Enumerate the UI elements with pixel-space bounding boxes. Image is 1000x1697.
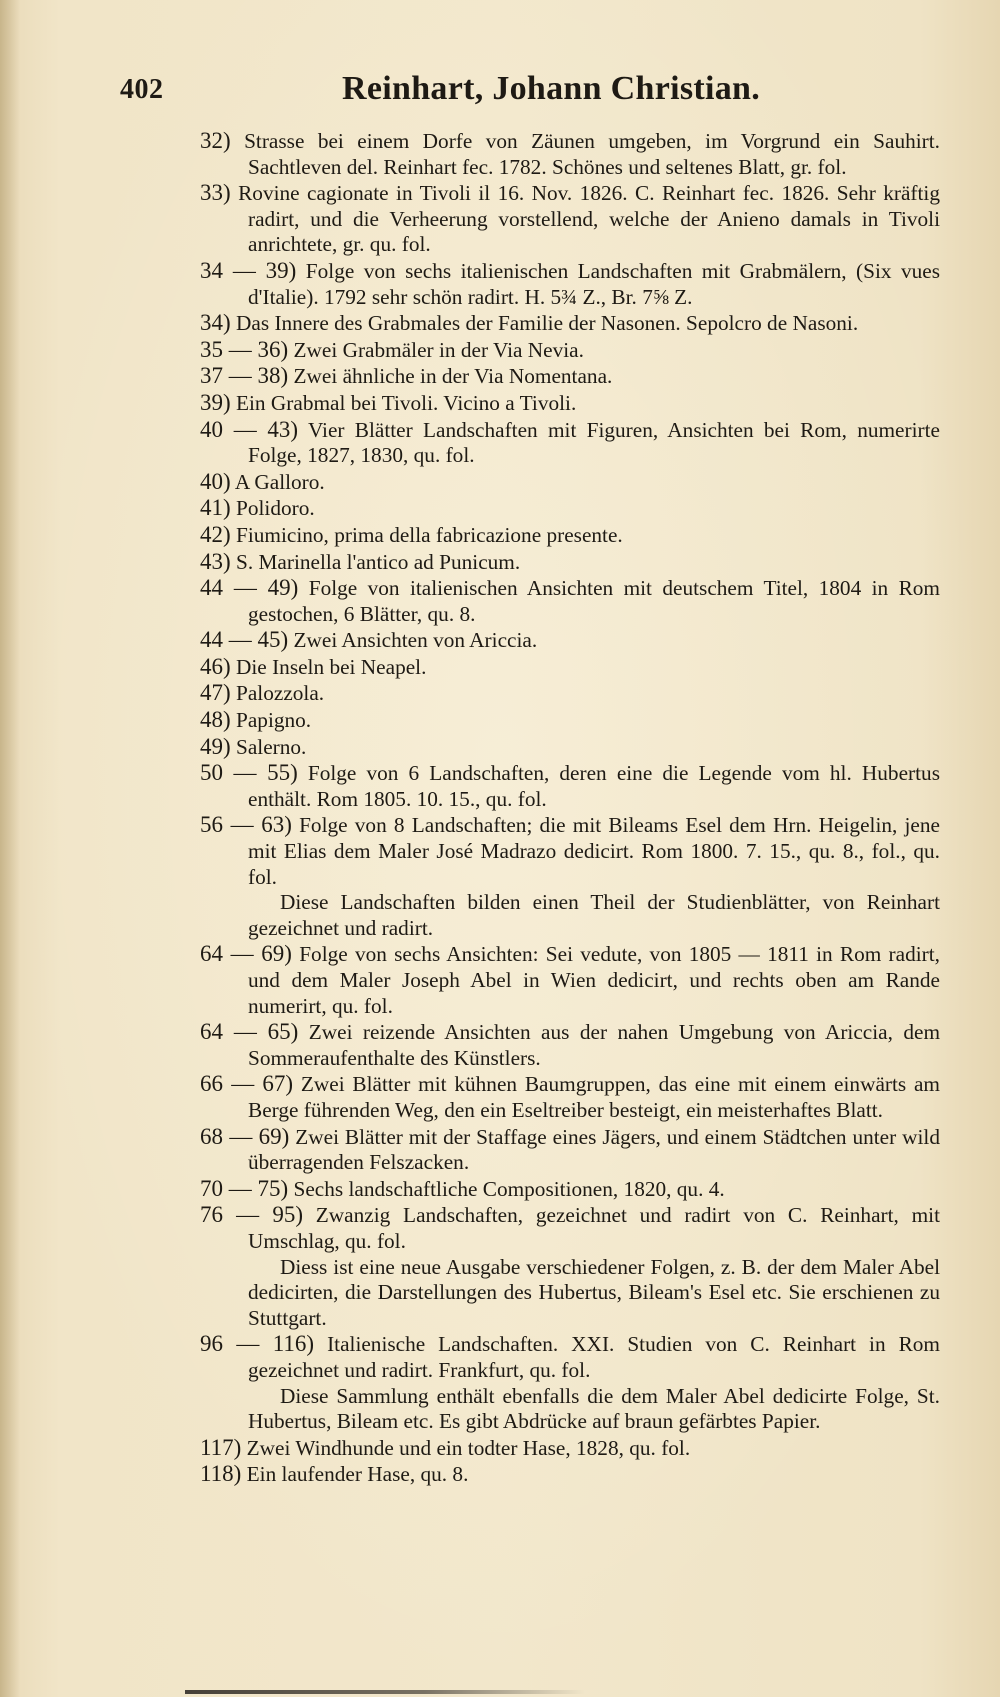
catalogue-entry: [200, 363, 940, 390]
entry-text: Rovine cagionate in Tivoli il 16. Nov. 1826. C. Reinhart fec. 1826. Sehr kräftig radirt, und die Verheerung vorstellend, welche der Anieno damals in Tivoli anrichtete, gr. qu. fol.: [238, 181, 940, 257]
catalogue-entries: [200, 128, 940, 1488]
catalogue-entry: [200, 812, 940, 890]
entry-text: Papigno.: [236, 708, 312, 733]
entry-text: Zwei Blätter mit kühnen Baumgruppen, das eine mit einem einwärts am Berge führenden Weg, den ein Eseltreiber besteigt, ein meisterhaftes Blatt.: [248, 1072, 940, 1122]
catalogue-entry: [200, 390, 940, 417]
catalogue-entry: [200, 1176, 940, 1203]
catalogue-entry: [200, 128, 940, 180]
entry-number: 40): [200, 468, 231, 494]
entry-number: 76 — 95): [200, 1202, 304, 1228]
catalogue-entry: [200, 469, 940, 496]
entry-number: 37 — 38): [200, 363, 289, 389]
entry-note: Diese Sammlung enthält ebenfalls die dem Maler Abel dedicirte Folge, St. Hubertus, Bileam etc. Es gibt Abdrücke auf braun gefärbtes Papier.: [248, 1383, 940, 1434]
entry-text: Sechs landschaftliche Compositionen, 1820, qu. 4.: [293, 1176, 725, 1201]
entry-number: 33): [200, 180, 231, 206]
entry-number: 32): [200, 128, 231, 153]
catalogue-entry: [200, 258, 940, 310]
running-head: Reinhart, Johann Christian.: [342, 70, 761, 107]
entry-number: 40 — 43): [200, 416, 299, 442]
bottom-rule: [185, 1690, 585, 1694]
entry-text: Zwanzig Landschaften, gezeichnet und radirt von C. Reinhart, mit Umschlag, qu. fol.: [248, 1203, 941, 1253]
entry-text: Die Inseln bei Neapel.: [236, 654, 427, 679]
entry-number: 49): [200, 733, 231, 759]
entry-note: Diese Landschaften bilden einen Theil der Studienblätter, von Reinhart gezeichnet und radirt.: [248, 890, 940, 940]
entry-number: 64 — 69): [200, 941, 292, 967]
entry-text: Italienische Landschaften. XXI. Studien von C. Reinhart in Rom gezeichnet und radirt. Frankfurt, qu. fol.: [248, 1332, 941, 1382]
entry-text: Ein Grabmal bei Tivoli. Vicino a Tivoli.: [236, 390, 577, 415]
catalogue-entry: [200, 1124, 940, 1176]
entry-number: 68 — 69): [200, 1123, 290, 1149]
entry-text: Zwei ähnliche in der Via Nomentana.: [293, 364, 613, 389]
entry-text: A Galloro.: [234, 469, 325, 494]
entry-number: 35 — 36): [200, 336, 289, 362]
entry-number: 34 — 39): [200, 257, 297, 283]
entry-number: 70 — 75): [200, 1175, 289, 1201]
catalogue-entry: [200, 310, 940, 337]
entry-number: 118): [200, 1461, 242, 1487]
entry-text: Zwei Blätter mit der Staffage eines Jägers, und einem Städtchen unter wild überragenden Felszacken.: [248, 1124, 940, 1175]
catalogue-entry: [200, 495, 940, 522]
page-number: 402: [120, 74, 164, 105]
entry-text: Folge von sechs italienischen Landschaften mit Grabmälern, (Six vues d'Italie). 1792 sehr schön radirt. H. 5¾ Z., Br. 7⅝ Z.: [248, 258, 941, 309]
catalogue-entry: [200, 1435, 940, 1462]
entry-number: 117): [200, 1434, 242, 1460]
entry-text: Strasse bei einem Dorfe von Zäunen umgeben, im Vorgrund ein Sauhirt. Sachtleven del. Reinhart fec. 1782. Schönes und seltenes Blatt, gr. fol.: [244, 129, 940, 179]
entry-text: Vier Blätter Landschaften mit Figuren, Ansichten bei Rom, numerirte Folge, 1827, 1830, qu. fol.: [248, 417, 940, 468]
entry-number: 46): [200, 653, 231, 679]
entry-text: Palozzola.: [236, 681, 325, 706]
entry-number: 44 — 49): [200, 575, 299, 601]
catalogue-entry: [200, 627, 940, 654]
entry-number: 96 — 116): [200, 1331, 315, 1357]
catalogue-entry: [200, 941, 940, 1019]
entry-text: Folge von 8 Landschaften; die mit Bileams Esel dem Hrn. Heigelin, jene mit Elias dem Maler José Madrazo dedicirt. Rom 1800. 7. 15., qu. 8., fol., qu. fol.: [248, 813, 940, 889]
entry-number: 41): [200, 495, 231, 521]
catalogue-entry: [200, 1331, 940, 1383]
catalogue-entry: [200, 522, 940, 549]
catalogue-entry: [200, 1019, 940, 1071]
entry-text: Folge von 6 Landschaften, deren eine die Legende vom hl. Hubertus enthält. Rom 1805. 10. 15., qu. fol.: [248, 761, 940, 811]
entry-text: Zwei Ansichten von Ariccia.: [293, 628, 538, 653]
entry-text: Polidoro.: [236, 496, 315, 521]
catalogue-entry: [200, 680, 940, 707]
entry-number: 42): [200, 521, 231, 547]
entry-number: 47): [200, 680, 231, 706]
catalogue-entry: [200, 337, 940, 364]
entry-note: Diess ist eine neue Ausgabe verschiedener Folgen, z. B. der dem Maler Abel dedicirten, die Darstellungen des Hubertus, Bileam's Esel etc. Sie erschienen zu Stuttgart.: [248, 1254, 940, 1330]
catalogue-entry: [200, 734, 940, 761]
entry-number: 44 — 45): [200, 627, 289, 653]
entry-text: Zwei Windhunde und ein todter Hase, 1828, qu. fol.: [246, 1435, 691, 1460]
catalogue-entry: [200, 549, 940, 576]
catalogue-entry: [200, 180, 940, 258]
entry-number: 66 — 67): [200, 1071, 294, 1097]
entry-number: 48): [200, 707, 231, 733]
entry-text: Ein laufender Hase, qu. 8.: [246, 1462, 469, 1487]
page-gutter-shadow: [0, 0, 20, 1697]
catalogue-entry: [200, 707, 940, 734]
entry-text: Das Innere des Grabmales der Familie der Nasonen. Sepolcro de Nasoni.: [236, 311, 859, 336]
entry-number: 50 — 55): [200, 760, 298, 786]
catalogue-entry: [200, 1071, 940, 1123]
catalogue-entry: [200, 575, 940, 627]
catalogue-entry: [200, 1461, 940, 1488]
entry-text: Salerno.: [236, 734, 307, 759]
entry-text: S. Marinella l'antico ad Punicum.: [236, 549, 521, 574]
catalogue-entry: [200, 654, 940, 681]
catalogue-entry: [200, 760, 940, 812]
entry-number: 56 — 63): [200, 812, 292, 838]
entry-number: 43): [200, 548, 231, 574]
entry-number: 64 — 65): [200, 1019, 299, 1045]
entry-text: Folge von italienischen Ansichten mit deutschem Titel, 1804 in Rom gestochen, 6 Blätter, qu. 8.: [248, 576, 940, 626]
entry-text: Zwei reizende Ansichten aus der nahen Umgebung von Ariccia, dem Sommeraufenthalte des Künstlers.: [248, 1020, 941, 1070]
entry-text: Zwei Grabmäler in der Via Nevia.: [293, 337, 584, 362]
catalogue-entry: [200, 417, 940, 469]
entry-text: Folge von sechs Ansichten: Sei vedute, von 1805 — 1811 in Rom radirt, und dem Maler Joseph Abel in Wien dedicirt, und rechts oben am Rande numerirt, qu. fol.: [248, 942, 940, 1018]
page-header: [120, 70, 940, 120]
entry-number: 39): [200, 389, 231, 415]
entry-number: 34): [200, 310, 231, 336]
catalogue-entry: [200, 1202, 940, 1254]
entry-text: Fiumicino, prima della fabricazione presente.: [236, 522, 623, 547]
